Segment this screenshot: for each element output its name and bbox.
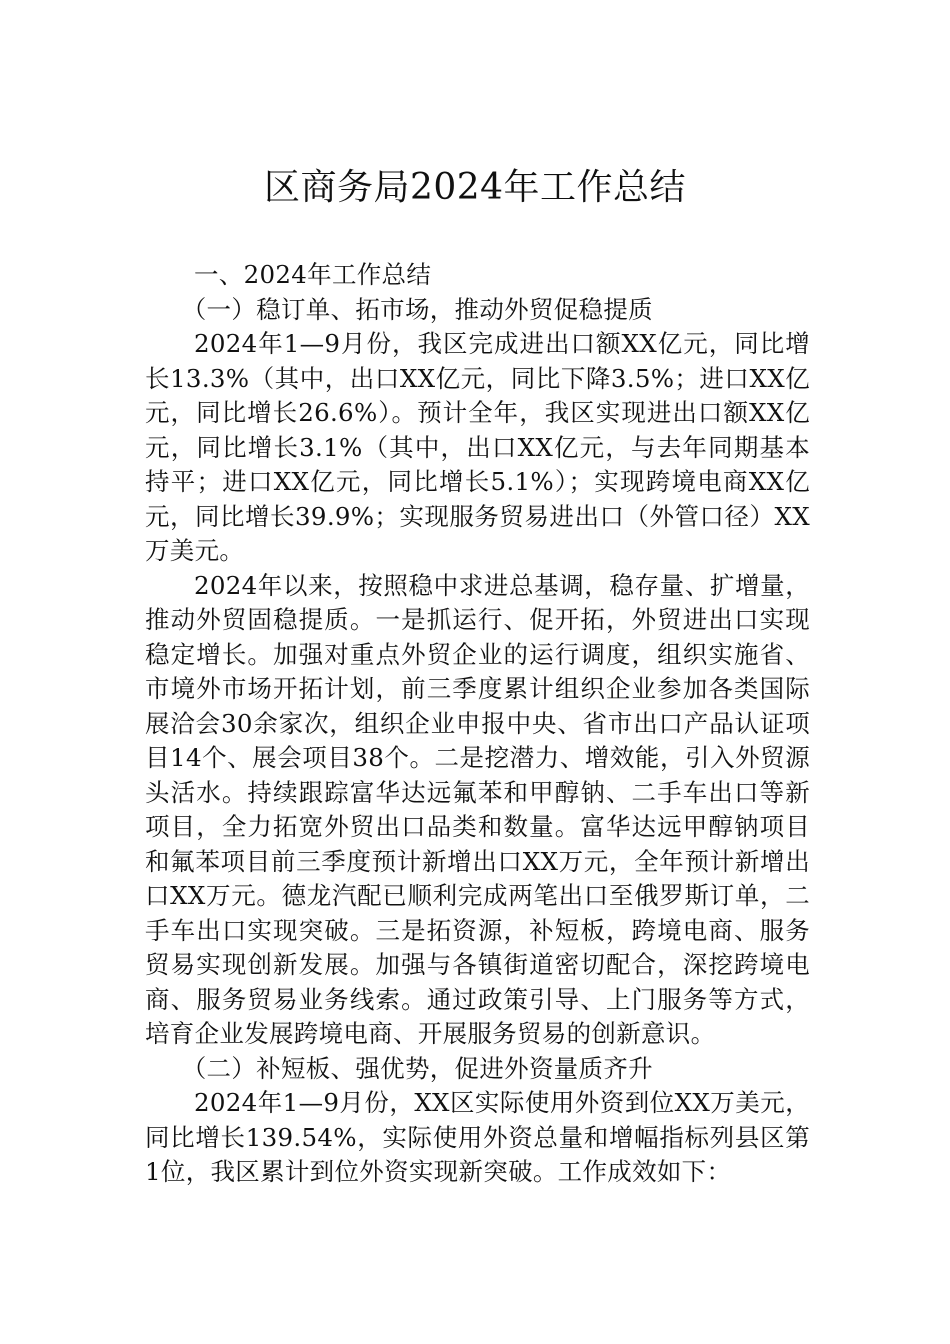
paragraph: 2024年1—9月份，XX区实际使用外资到位XX万美元，同比增长139.54%，实际使用外资总量和增幅指标列县区第1位，我区累计到位外资实现新突破。工作成效如下：	[145, 1088, 810, 1186]
subsection-heading: （二）补短板、强优势，促进外资量质齐升	[181, 1053, 653, 1083]
paragraph: 2024年以来，按照稳中求进总基调，稳存量、扩增量，推动外贸固稳提质。一是抓运行、促开拓，外贸进出口实现稳定增长。加强对重点外贸企业的运行调度，组织实施省、市境外市场开拓计划，前三季度累计组织企业参加各类国际展洽会30余家次，组织企业申报中央、省市出口产品认证项目14个、展会项目38个。二是挖潜力、增效能，引入外贸源头活水。持续跟踪富华达远氟苯和甲醇钠、二手车出口等新项目，全力拓宽外贸出口品类和数量。富华达远甲醇钠项目和氟苯项目前三季度预计新增出口XX万元，全年预计新增出口XX万元。德龙汽配已顺利完成两笔出口至俄罗斯订单，二手车出口实现突破。三是拓资源，补短板，跨境电商、服务贸易实现创新发展。加强与各镇街道密切配合，深挖跨境电商、服务贸易业务线索。通过政策引导、上门服务等方式，培育企业发展跨境电商、开展服务贸易的创新意识。	[145, 570, 810, 1048]
document-title: 区商务局2024年工作总结	[263, 167, 687, 208]
paragraph: 2024年1—9月份，我区完成进出口额XX亿元，同比增长13.3%（其中，出口XX亿元，同比下降3.5%；进口XX亿元，同比增长26.6%）。预计全年，我区实现进出口额XX亿元，同比增长3.1%（其中，出口XX亿元，与去年同期基本持平；进口XX亿元，同比增长5.1%）；实现跨境电商XX亿元，同比增长39.9%；实现服务贸易进出口（外管口径）XX万美元。	[145, 329, 810, 565]
section-heading: 一、2024年工作总结	[194, 260, 432, 289]
document-body	[145, 258, 810, 1190]
subsection-heading: （一）稳订单、拓市场，推动外贸促稳提质	[181, 294, 653, 324]
